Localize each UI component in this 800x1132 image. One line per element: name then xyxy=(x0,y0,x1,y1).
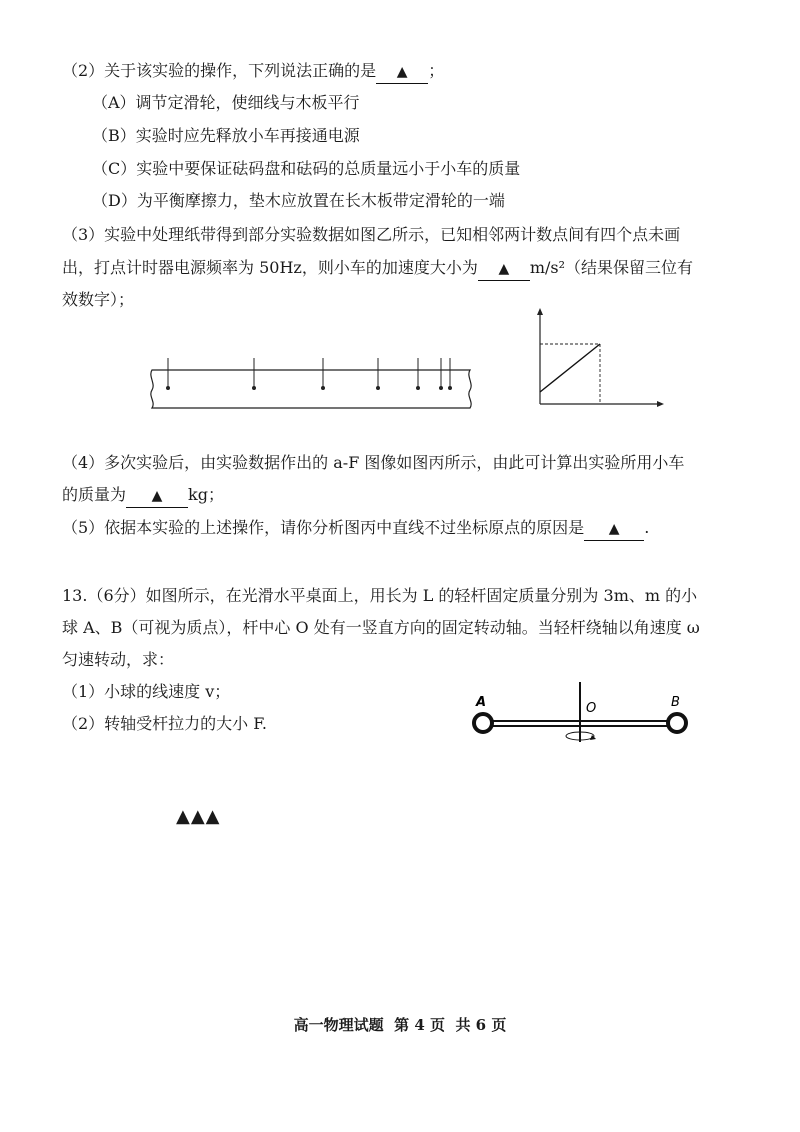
graph-x-arrow-icon xyxy=(657,401,664,407)
q12-part2-text: （2）关于该实验的操作，下列说法正确的是 xyxy=(62,61,377,80)
q12-part4-text: 的质量为 xyxy=(62,485,127,504)
q12-part5-text: （5）依据本实验的上述操作，请你分析图丙中直线不过坐标原点的原因是 xyxy=(62,518,585,537)
q12-part3-line2 xyxy=(62,257,693,281)
page-footer: 高一物理试题 第 4 页 共 6 页 xyxy=(293,1016,507,1034)
q12-part5-suffix: . xyxy=(644,518,650,537)
tape-dot-1 xyxy=(252,386,256,390)
tape-dot-6 xyxy=(448,386,452,390)
tape-dot-3 xyxy=(376,386,380,390)
q12-option-d: （D）为平衡摩擦力，垫木应放置在长木板带定滑轮的一端 xyxy=(92,191,505,210)
q12-part3-line3: 效数字）； xyxy=(62,290,135,309)
q12-option-a: （A）调节定滑轮，使细线与木板平行 xyxy=(92,93,360,112)
q12-part3-note: （结果保留三位有 xyxy=(565,258,694,277)
q12-part4-line1: （4）多次实验后，由实验数据作出的 a-F 图像如图丙所示，由此可计算出实验所用小车 xyxy=(62,453,685,472)
q12-option-c: （C）实验中要保证砝码盘和砝码的总质量远小于小车的质量 xyxy=(92,159,521,178)
end-marks: ▲▲▲ xyxy=(176,806,221,827)
q12-option-b: （B）实验时应先释放小车再接通电源 xyxy=(92,126,360,145)
q13-line1: 13.（6分）如图所示，在光滑水平桌面上，用长为 L 的轻杆固定质量分别为 3m、m 的小 xyxy=(62,586,698,605)
tape-dot-5 xyxy=(439,386,443,390)
q12-part4-answer-blank xyxy=(126,484,188,508)
answer-triangle-icon: ▲ xyxy=(608,521,620,537)
graph-y-arrow-icon xyxy=(537,308,543,315)
graph-data-line xyxy=(540,344,600,392)
q12-part5-answer-blank xyxy=(584,517,644,541)
q12-part3-answer-blank xyxy=(478,257,530,281)
q13-line3: 匀速转动，求： xyxy=(62,650,175,669)
q12-part3-line1: （3）实验中处理纸带得到部分实验数据如图乙所示，已知相邻两计数点间有四个点未画 xyxy=(62,225,681,244)
label-a: A xyxy=(476,695,487,710)
tape-body xyxy=(151,370,471,408)
answer-triangle-icon: ▲ xyxy=(396,64,408,80)
figure-tape xyxy=(140,340,480,420)
ball-b xyxy=(668,714,686,732)
q12-part5-question xyxy=(62,517,649,541)
q12-part3-text: 出，打点计时器电源频率为 50Hz，则小车的加速度大小为 xyxy=(62,258,478,277)
figure-rod xyxy=(466,678,696,758)
answer-triangle-icon: ▲ xyxy=(498,261,510,277)
q12-part4-line2 xyxy=(62,484,224,508)
q13-sub2: （2）转轴受杆拉力的大小 F. xyxy=(62,714,267,733)
q12-part2-answer-blank xyxy=(376,60,428,84)
answer-triangle-icon: ▲ xyxy=(151,488,163,504)
q12-part3-unit: m/s² xyxy=(529,258,566,277)
ball-a xyxy=(474,714,492,732)
q12-part2-question xyxy=(62,60,444,84)
q13-line2: 球 A、B（可视为质点），杆中心 O 处有一竖直方向的固定转动轴。当轻杆绕轴以角速度 ω xyxy=(62,618,700,637)
label-o: O xyxy=(586,701,597,716)
tape-dot-4 xyxy=(416,386,420,390)
tape-dot-0 xyxy=(166,386,170,390)
q13-sub1: （1）小球的线速度 v； xyxy=(62,682,231,701)
rotation-arrowhead-icon xyxy=(590,735,596,740)
q12-part2-suffix: ； xyxy=(428,61,445,80)
q12-part4-unit: kg； xyxy=(188,485,224,504)
figure-graph xyxy=(510,306,670,448)
tape-dot-2 xyxy=(321,386,325,390)
label-b: B xyxy=(671,695,680,710)
